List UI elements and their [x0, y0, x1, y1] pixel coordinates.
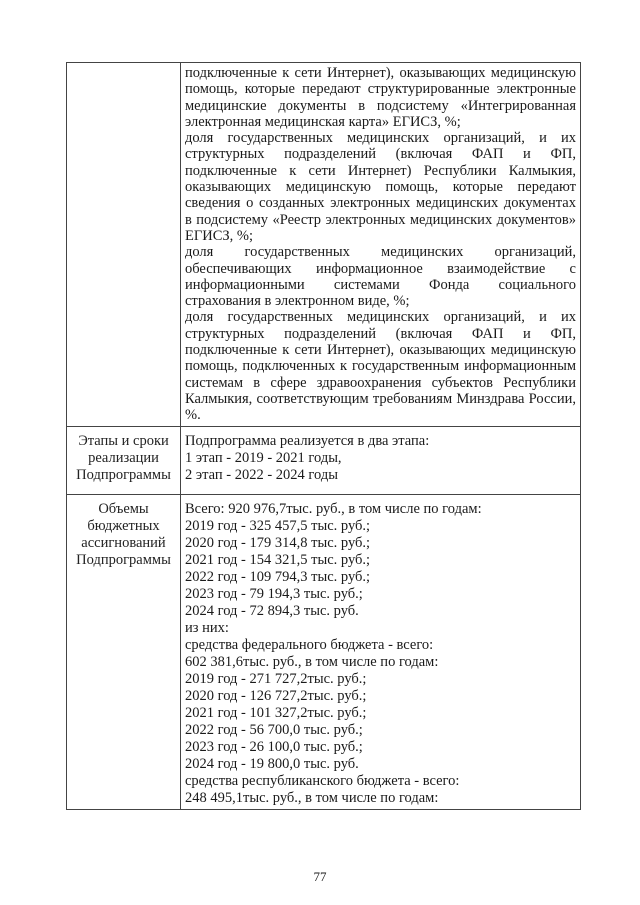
row-label-text: Объемы бюджетных ассигнований Подпрограммы — [76, 500, 171, 568]
budget-line: 2022 год - 56 700,0 тыс. руб.; — [185, 721, 363, 738]
table-row — [67, 494, 581, 809]
row-content — [181, 426, 581, 494]
budget-line: 2023 год - 26 100,0 тыс. руб.; — [185, 738, 363, 755]
indicator-paragraph: доля государственных медицинских организаций, и их структурных подразделений (включая ФАП и ФП, подключенные к сети Интернет), оказывающих медицинскую помощь, подключенных к государственным информационным системам в сфере здравоохранения субъектов Республики Калмыкия, соответствующим требованиям Минздрава России, %. — [185, 309, 576, 424]
table-row — [67, 63, 581, 427]
budget-line: 248 495,1тыс. руб., в том числе по годам: — [185, 789, 439, 806]
budget-line: 2019 год - 325 457,5 тыс. руб.; — [185, 517, 371, 534]
budget-line: средства федерального бюджета - всего: — [185, 636, 434, 653]
budget-line: 2021 год - 154 321,5 тыс. руб.; — [185, 551, 371, 568]
row-label-text: Этапы и сроки реализации Подпрограммы — [76, 432, 171, 483]
indicator-paragraph: доля государственных медицинских организаций, обеспечивающих информационное взаимодействие с информационными системами Фонда социального страхования в электронном виде, %; — [185, 244, 576, 310]
stages-line: Подпрограмма реализуется в два этапа: — [185, 432, 430, 449]
stages-line: 2 этап - 2022 - 2024 годы — [185, 466, 338, 483]
row-label — [67, 494, 181, 809]
budget-line: 2024 год - 19 800,0 тыс. руб. — [185, 755, 359, 772]
budget-line: из них: — [185, 619, 229, 636]
budget-line: 2019 год - 271 727,2тыс. руб.; — [185, 670, 367, 687]
indicator-paragraph: подключенные к сети Интернет), оказывающих медицинскую помощь, которые передают структурированные электронные медицинские документы в подсистему «Интегрированная электронная медицинская карта» ЕГИСЗ, %; — [185, 65, 576, 130]
passport-table — [66, 62, 581, 810]
budget-line: 2024 год - 72 894,3 тыс. руб. — [185, 602, 359, 619]
budget-line: 2023 год - 79 194,3 тыс. руб.; — [185, 585, 363, 602]
stages-line: 1 этап - 2019 - 2021 годы, — [185, 449, 342, 466]
row-label — [67, 63, 181, 427]
budget-line: средства республиканского бюджета - всего: — [185, 772, 460, 789]
row-content — [181, 494, 581, 809]
budget-line: 602 381,6тыс. руб., в том числе по годам: — [185, 653, 439, 670]
budget-line: 2020 год - 126 727,2тыс. руб.; — [185, 687, 367, 704]
budget-line: 2020 год - 179 314,8 тыс. руб.; — [185, 534, 371, 551]
row-content — [181, 63, 581, 427]
page-number: 77 — [313, 869, 327, 884]
budget-line: 2022 год - 109 794,3 тыс. руб.; — [185, 568, 371, 585]
table-row — [67, 426, 581, 494]
budget-line: Всего: 920 976,7тыс. руб., в том числе по годам: — [185, 500, 482, 517]
budget-line: 2021 год - 101 327,2тыс. руб.; — [185, 704, 367, 721]
indicator-paragraph: доля государственных медицинских организаций, и их структурных подразделений (включая ФАП и ФП, подключенные к сети Интернет) Республики Калмыкия, оказывающих медицинскую помощь, которые передают сведения о созданных электронных медицинских документах в подсистему «Реестр электронных медицинских документов» ЕГИСЗ, %; — [185, 130, 576, 244]
row-label — [67, 426, 181, 494]
